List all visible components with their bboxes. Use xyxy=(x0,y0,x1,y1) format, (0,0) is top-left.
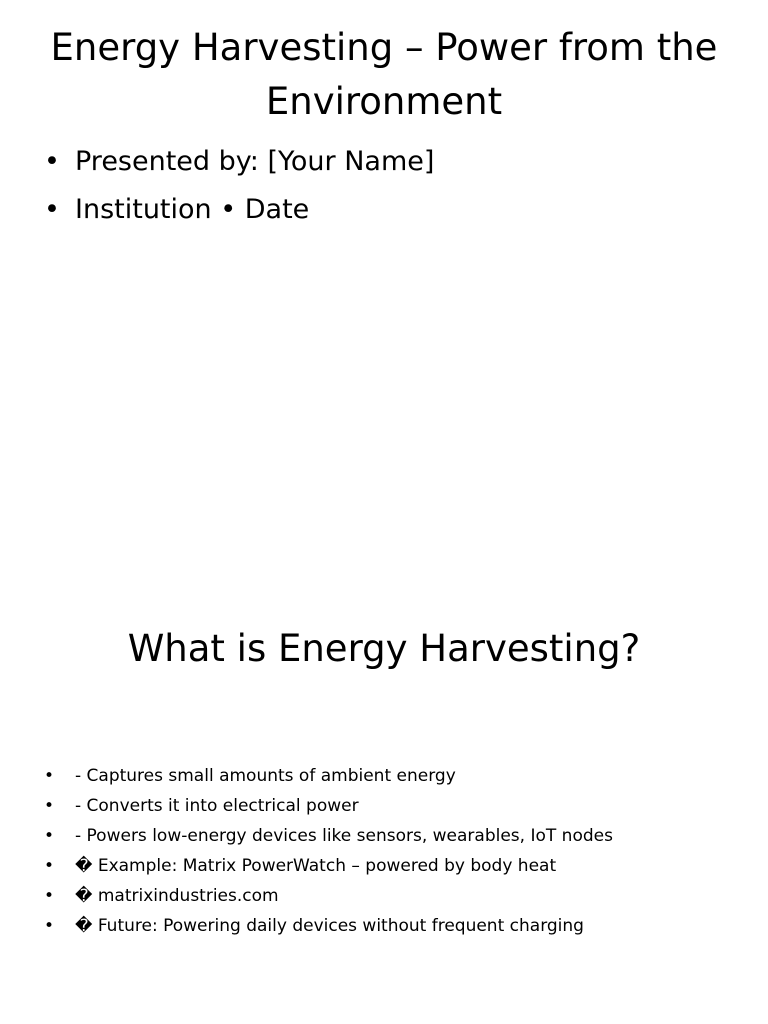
list-item xyxy=(44,821,613,851)
bullet-icon: • xyxy=(44,194,60,225)
slide-what-is xyxy=(0,512,768,1024)
slide-2-bullet-list xyxy=(44,761,613,941)
bullet-icon: • xyxy=(44,856,55,876)
slide-1-bullet-list xyxy=(44,138,434,234)
bullet-icon: • xyxy=(44,916,55,936)
list-item xyxy=(44,138,434,186)
bullet-text: - Powers low-energy devices like sensors, wearables, IoT nodes xyxy=(75,826,613,846)
bullet-icon: • xyxy=(44,766,55,786)
bullet-text: � Future: Powering daily devices without frequent charging xyxy=(75,916,584,936)
bullet-icon: • xyxy=(44,886,55,906)
bullet-text: � matrixindustries.com xyxy=(75,886,279,906)
bullet-text: � Example: Matrix PowerWatch – powered by body heat xyxy=(75,856,557,876)
list-item xyxy=(44,186,434,234)
bullet-icon: • xyxy=(44,796,55,816)
slide-2-title: What is Energy Harvesting? xyxy=(127,627,641,670)
list-item xyxy=(44,851,613,881)
list-item xyxy=(44,881,613,911)
list-item xyxy=(44,761,613,791)
bullet-icon: • xyxy=(44,146,60,177)
slide-1-title: Energy Harvesting – Power from the Environment xyxy=(50,26,718,123)
bullet-icon: • xyxy=(44,826,55,846)
bullet-text: Institution • Date xyxy=(75,194,310,225)
bullet-text: - Captures small amounts of ambient energy xyxy=(75,766,456,786)
list-item xyxy=(44,911,613,941)
bullet-text: - Converts it into electrical power xyxy=(75,796,359,816)
list-item xyxy=(44,791,613,821)
bullet-text: Presented by: [Your Name] xyxy=(75,146,435,177)
